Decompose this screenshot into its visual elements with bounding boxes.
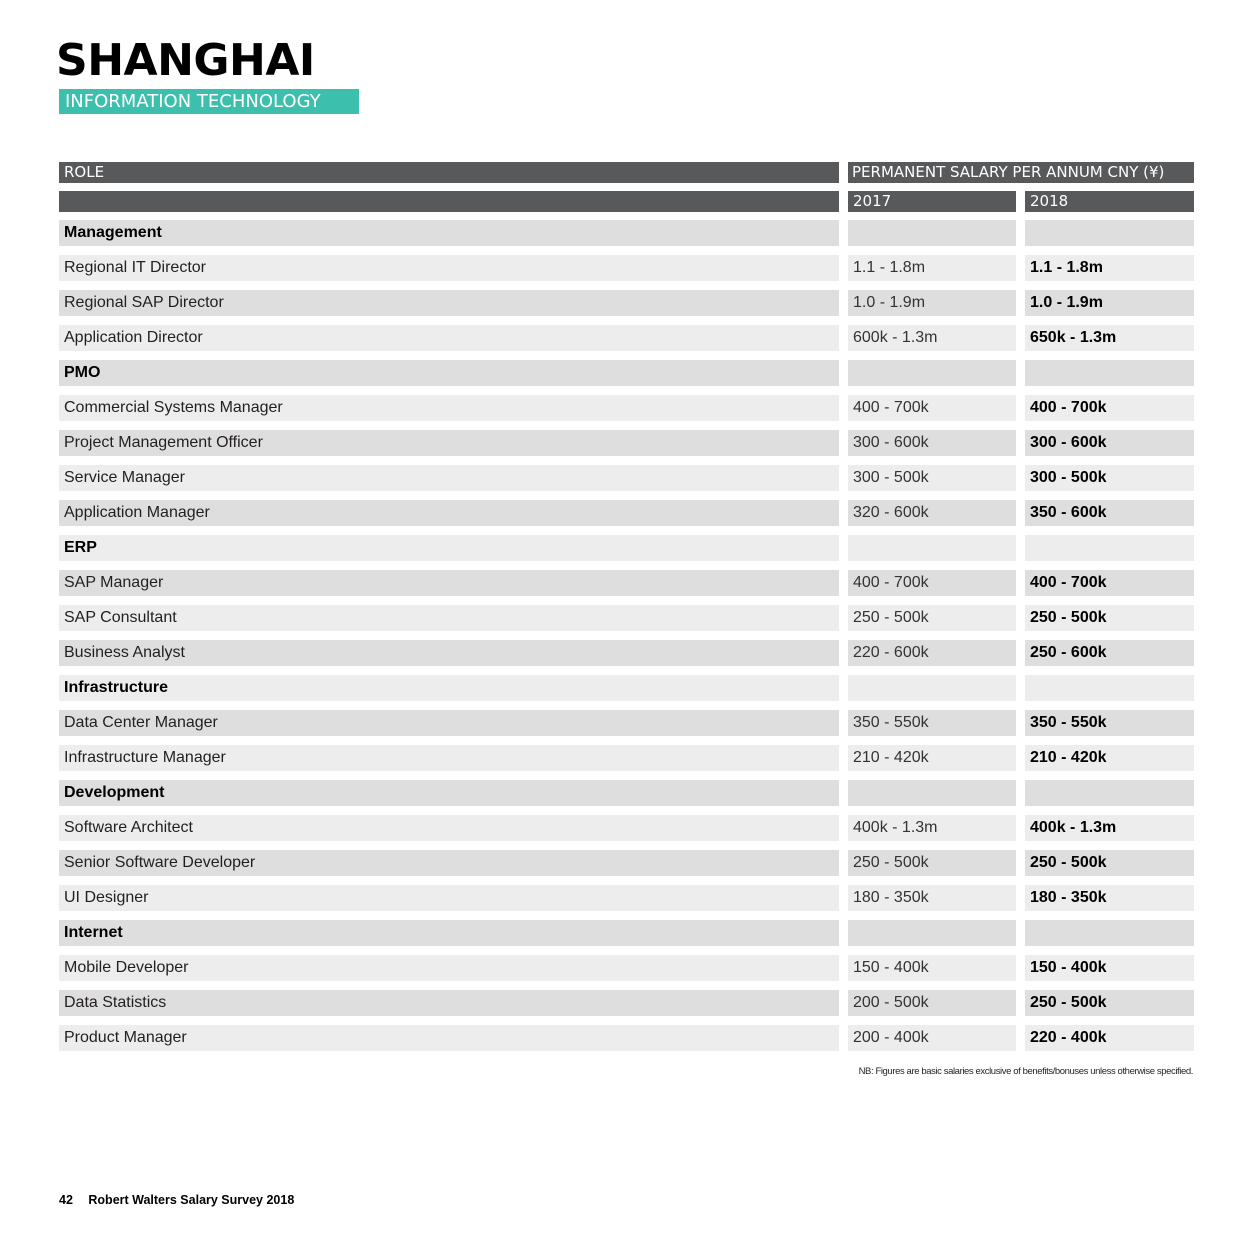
role-cell: Regional SAP Director xyxy=(59,290,839,316)
table-row xyxy=(59,850,1194,876)
salary-2017-cell: 250 - 500k xyxy=(848,850,1016,876)
table-row xyxy=(59,395,1194,421)
salary-2017-cell: 1.1 - 1.8m xyxy=(848,255,1016,281)
table-row xyxy=(59,255,1194,281)
role-cell: Commercial Systems Manager xyxy=(59,395,839,421)
table-row xyxy=(59,430,1194,456)
table-row xyxy=(59,990,1194,1016)
salary-2018-cell: 250 - 600k xyxy=(1025,640,1194,666)
table-body xyxy=(59,220,1194,1051)
page-title: SHANGHAI xyxy=(56,35,315,86)
role-cell: Data Statistics xyxy=(59,990,839,1016)
table-row xyxy=(59,955,1194,981)
salary-2017-cell: 150 - 400k xyxy=(848,955,1016,981)
category-row xyxy=(59,360,1194,386)
role-cell: SAP Manager xyxy=(59,570,839,596)
salary-2018-cell: 650k - 1.3m xyxy=(1025,325,1194,351)
role-cell: Mobile Developer xyxy=(59,955,839,981)
salary-2017-cell: 300 - 600k xyxy=(848,430,1016,456)
table-row xyxy=(59,640,1194,666)
year-2018-header: 2018 xyxy=(1025,191,1194,212)
salary-2018-cell: 350 - 600k xyxy=(1025,500,1194,526)
role-cell: Software Architect xyxy=(59,815,839,841)
salary-2017-cell: 400 - 700k xyxy=(848,395,1016,421)
salary-2018-cell xyxy=(1025,920,1194,946)
salary-2017-cell: 400 - 700k xyxy=(848,570,1016,596)
table-row xyxy=(59,605,1194,631)
salary-2018-cell xyxy=(1025,360,1194,386)
salary-2018-cell: 1.1 - 1.8m xyxy=(1025,255,1194,281)
salary-2017-cell: 1.0 - 1.9m xyxy=(848,290,1016,316)
salary-2018-cell: 400 - 700k xyxy=(1025,570,1194,596)
table-row xyxy=(59,815,1194,841)
salary-2018-cell: 400 - 700k xyxy=(1025,395,1194,421)
role-cell: Application Manager xyxy=(59,500,839,526)
salary-2017-cell: 300 - 500k xyxy=(848,465,1016,491)
table-row xyxy=(59,885,1194,911)
table-row xyxy=(59,570,1194,596)
category-label: Development xyxy=(59,780,839,806)
footnote: NB: Figures are basic salaries exclusive of benefits/bonuses unless otherwise specified. xyxy=(858,1066,1193,1077)
salary-2017-cell: 320 - 600k xyxy=(848,500,1016,526)
salary-2017-cell xyxy=(848,220,1016,246)
salary-2017-cell: 400k - 1.3m xyxy=(848,815,1016,841)
role-cell: Infrastructure Manager xyxy=(59,745,839,771)
category-row xyxy=(59,920,1194,946)
category-label: Management xyxy=(59,220,839,246)
salary-2017-cell: 220 - 600k xyxy=(848,640,1016,666)
salary-2018-cell xyxy=(1025,220,1194,246)
category-label: ERP xyxy=(59,535,839,561)
section-subtitle: INFORMATION TECHNOLOGY xyxy=(59,89,359,114)
salary-2017-cell: 200 - 400k xyxy=(848,1025,1016,1051)
salary-2018-cell: 400k - 1.3m xyxy=(1025,815,1194,841)
publication-title: Robert Walters Salary Survey 2018 xyxy=(88,1193,295,1207)
salary-2017-cell xyxy=(848,780,1016,806)
salary-column-header: PERMANENT SALARY PER ANNUM CNY (¥) xyxy=(848,162,1194,183)
role-cell: Data Center Manager xyxy=(59,710,839,736)
table-row xyxy=(59,465,1194,491)
table-row xyxy=(59,500,1194,526)
table-row xyxy=(59,325,1194,351)
role-cell: SAP Consultant xyxy=(59,605,839,631)
salary-2018-cell xyxy=(1025,535,1194,561)
category-label: Infrastructure xyxy=(59,675,839,701)
salary-2018-cell: 1.0 - 1.9m xyxy=(1025,290,1194,316)
salary-2017-cell xyxy=(848,675,1016,701)
salary-2018-cell xyxy=(1025,675,1194,701)
role-cell: Project Management Officer xyxy=(59,430,839,456)
salary-2017-cell: 210 - 420k xyxy=(848,745,1016,771)
salary-2018-cell: 220 - 400k xyxy=(1025,1025,1194,1051)
table-row xyxy=(59,745,1194,771)
page-footer xyxy=(59,1193,294,1207)
role-cell: Senior Software Developer xyxy=(59,850,839,876)
salary-2018-cell xyxy=(1025,780,1194,806)
salary-2017-cell xyxy=(848,360,1016,386)
category-label: Internet xyxy=(59,920,839,946)
year-2017-header: 2017 xyxy=(848,191,1016,212)
salary-2018-cell: 300 - 600k xyxy=(1025,430,1194,456)
salary-2017-cell: 600k - 1.3m xyxy=(848,325,1016,351)
salary-2018-cell: 250 - 500k xyxy=(1025,990,1194,1016)
role-cell: Product Manager xyxy=(59,1025,839,1051)
category-label: PMO xyxy=(59,360,839,386)
salary-2017-cell xyxy=(848,535,1016,561)
salary-2017-cell: 200 - 500k xyxy=(848,990,1016,1016)
salary-2018-cell: 250 - 500k xyxy=(1025,850,1194,876)
salary-2017-cell: 180 - 350k xyxy=(848,885,1016,911)
page-number: 42 xyxy=(59,1193,73,1207)
salary-2017-cell: 250 - 500k xyxy=(848,605,1016,631)
salary-2017-cell: 350 - 550k xyxy=(848,710,1016,736)
salary-table xyxy=(59,162,1194,1060)
salary-2018-cell: 300 - 500k xyxy=(1025,465,1194,491)
table-header-row xyxy=(59,162,1194,183)
salary-2018-cell: 150 - 400k xyxy=(1025,955,1194,981)
table-row xyxy=(59,1025,1194,1051)
category-row xyxy=(59,535,1194,561)
role-cell: UI Designer xyxy=(59,885,839,911)
role-cell: Service Manager xyxy=(59,465,839,491)
salary-2017-cell xyxy=(848,920,1016,946)
role-column-header: ROLE xyxy=(59,162,839,183)
salary-2018-cell: 180 - 350k xyxy=(1025,885,1194,911)
salary-2018-cell: 250 - 500k xyxy=(1025,605,1194,631)
table-row xyxy=(59,290,1194,316)
role-cell: Business Analyst xyxy=(59,640,839,666)
salary-2018-cell: 350 - 550k xyxy=(1025,710,1194,736)
role-cell: Application Director xyxy=(59,325,839,351)
role-cell: Regional IT Director xyxy=(59,255,839,281)
category-row xyxy=(59,675,1194,701)
table-year-header-row xyxy=(59,191,1194,212)
salary-2018-cell: 210 - 420k xyxy=(1025,745,1194,771)
category-row xyxy=(59,220,1194,246)
role-subheader-blank xyxy=(59,191,839,212)
table-row xyxy=(59,710,1194,736)
category-row xyxy=(59,780,1194,806)
